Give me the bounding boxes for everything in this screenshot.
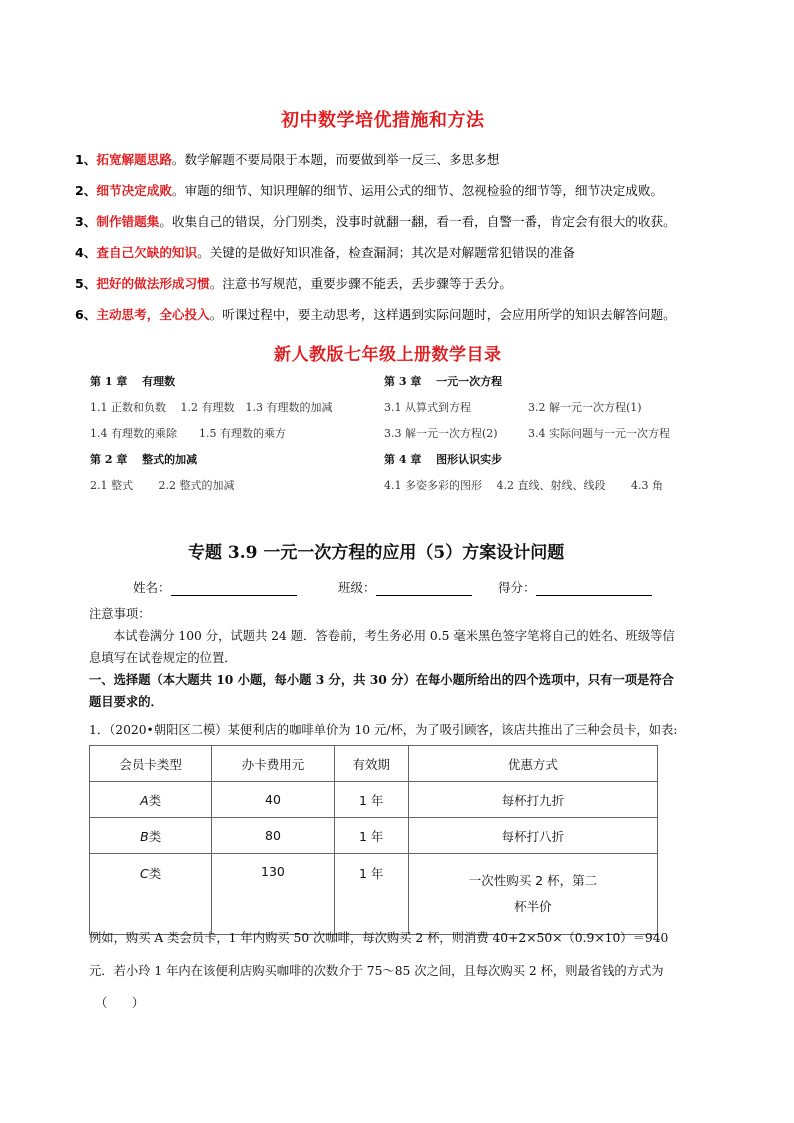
card-type-suffix: 类 (148, 866, 162, 881)
score-field (498, 578, 652, 596)
card-period-cell: 1 年 (334, 782, 408, 818)
tip-text: 注意书写规范，重要步骤不能丢，丢步骤等于丢分。 (222, 276, 512, 291)
card-type-cell (90, 818, 212, 854)
card-fee-cell: 130 (212, 854, 334, 935)
toc-chapter-1-line: 1.1 正数和负数 1.2 有理数 1.3 有理数的加减 (90, 401, 333, 414)
card-discount-cell (408, 854, 657, 935)
tip-number: 1、 (75, 152, 97, 167)
question-1-line: 例如，购买 A 类会员卡，1 年内购买 50 次咖啡，每次购买 2 杯，则消费 40+2×50×（0.9×10）＝940 (89, 931, 669, 945)
card-fee-cell: 40 (212, 782, 334, 818)
card-type-suffix: 类 (148, 828, 162, 844)
card-period-cell: 1 年 (334, 854, 408, 935)
table-header: 有效期 (334, 746, 408, 782)
tip-text: 听课过程中，要主动思考，这样遇到实际问题时，会应用所学的知识去解答问题。 (222, 307, 676, 322)
table-header: 办卡费用元 (212, 746, 334, 782)
card-discount-line: 杯半价 (514, 899, 552, 914)
card-discount-line: 一次性购买 2 杯，第二 (468, 873, 598, 888)
toc-chapter-1-heading: 第 1 章 有理数 (90, 375, 176, 388)
table-header-row (90, 746, 658, 782)
card-fee-cell: 80 (212, 818, 334, 854)
toc-title: 新人教版七年级上册数学目录 (274, 345, 502, 365)
tip-separator: 。 (171, 152, 185, 167)
notice-line: 息填写在试卷规定的位置． (89, 651, 237, 665)
card-type-letter: B (140, 828, 149, 844)
card-type-suffix: 类 (148, 792, 162, 808)
tip-item (75, 180, 663, 199)
table-header: 优惠方式 (408, 746, 657, 782)
notice-label: 注意事项： (89, 607, 151, 621)
table-header: 会员卡类型 (90, 746, 212, 782)
name-field (133, 578, 297, 596)
tip-text: 数学解题不要局限于本题，而要做到举一反三、多思多想 (184, 152, 500, 167)
name-label: 姓名： (133, 580, 171, 595)
tip-text: 收集自己的错误，分门别类，没事时就翻一翻，看一看，自警一番，肯定会有很大的收获。 (171, 214, 676, 229)
toc-chapter-3-line: 3.3 解一元一次方程(2) (384, 427, 498, 440)
tip-number: 4、 (75, 245, 97, 260)
tip-number: 5、 (75, 276, 97, 291)
section-heading: 题目要求的． (89, 694, 163, 709)
card-type-cell (90, 854, 212, 935)
card-discount-cell: 每杯打八折 (408, 818, 657, 854)
tip-item (75, 211, 676, 230)
tip-heading: 把好的做法形成习惯 (96, 276, 210, 291)
tip-number: 6、 (75, 307, 97, 322)
tip-heading: 制作错题集 (96, 214, 160, 229)
toc-chapter-4-line: 4.1 多姿多彩的图形 4.2 直线、射线、线段 4.3 角 (384, 479, 663, 492)
tip-heading: 主动思考，全心投入 (96, 307, 210, 322)
class-field (338, 578, 472, 596)
toc-chapter-4-heading: 第 4 章 图形认识实步 (384, 453, 503, 466)
card-type-letter: C (140, 866, 149, 881)
section-heading: 一、选择题（本大题共 10 小题，每小题 3 分，共 30 分）在每小题所给出的四个选项中，只有一项是符合 (89, 672, 674, 687)
toc-chapter-2-line: 2.1 整式 2.2 整式的加减 (90, 479, 235, 492)
tip-separator: 。 (171, 183, 185, 198)
notice-line: 本试卷满分 100 分，试题共 24 题．答卷前，考生务必用 0.5 毫米黑色签字笔将自己的姓名、班级等信 (113, 629, 675, 643)
tip-number: 2、 (75, 183, 97, 198)
toc-chapter-3-heading: 第 3 章 一元一次方程 (384, 375, 503, 388)
answer-blank: （ ） (95, 996, 145, 1010)
tip-separator: 。 (197, 245, 210, 260)
table-row (90, 818, 658, 854)
tip-item (75, 304, 676, 323)
membership-table (89, 745, 658, 935)
card-type-cell (90, 782, 212, 818)
name-blank[interactable] (171, 581, 297, 596)
tip-text: 审题的细节、知识理解的细节、运用公式的细节、忽视检验的细节等，细节决定成败。 (184, 183, 664, 198)
toc-chapter-2-heading: 第 2 章 整式的加减 (90, 453, 198, 466)
question-1-intro: 1．（2020•朝阳区二模）某便利店的咖啡单价为 10 元/杯，为了吸引顾客，该店共推出了三种会员卡，如表: (89, 723, 678, 737)
tip-number: 3、 (75, 214, 97, 229)
toc-chapter-3-line: 3.4 实际问题与一元一次方程 (528, 427, 670, 440)
toc-chapter-1-line: 1.4 有理数的乘除 1.5 有理数的乘方 (90, 427, 286, 440)
card-type-letter: A (140, 792, 149, 808)
tip-separator: 。 (159, 214, 172, 229)
toc-chapter-3-line: 3.2 解一元一次方程(1) (528, 401, 642, 414)
tip-heading: 细节决定成败 (96, 183, 172, 198)
exam-title: 专题 3.9 一元一次方程的应用（5）方案设计问题 (188, 543, 565, 563)
tips-title: 初中数学培优措施和方法 (281, 110, 485, 131)
tip-heading: 拓宽解题思路 (96, 152, 172, 167)
class-blank[interactable] (376, 581, 472, 596)
table-row (90, 782, 658, 818)
score-blank[interactable] (536, 581, 652, 596)
toc-chapter-3-line: 3.1 从算式到方程 (384, 401, 471, 414)
tip-text: 关键的是做好知识准备，检查漏洞；其次是对解题常犯错误的准备 (209, 245, 575, 260)
question-1-line: 元．若小玲 1 年内在该便利店购买咖啡的次数介于 75～85 次之间，且每次购买 2 杯，则最省钱的方式为 (89, 964, 664, 978)
tip-separator: 。 (209, 307, 223, 322)
card-period-cell: 1 年 (334, 818, 408, 854)
tip-item (75, 149, 499, 168)
tip-item (75, 242, 575, 261)
class-label: 班级： (338, 580, 376, 595)
tip-separator: 。 (209, 276, 223, 291)
table-row (90, 854, 658, 935)
tip-item (75, 273, 512, 292)
card-discount-cell: 每杯打九折 (408, 782, 657, 818)
tip-heading: 查自己欠缺的知识 (96, 245, 198, 260)
score-label: 得分： (498, 580, 536, 595)
